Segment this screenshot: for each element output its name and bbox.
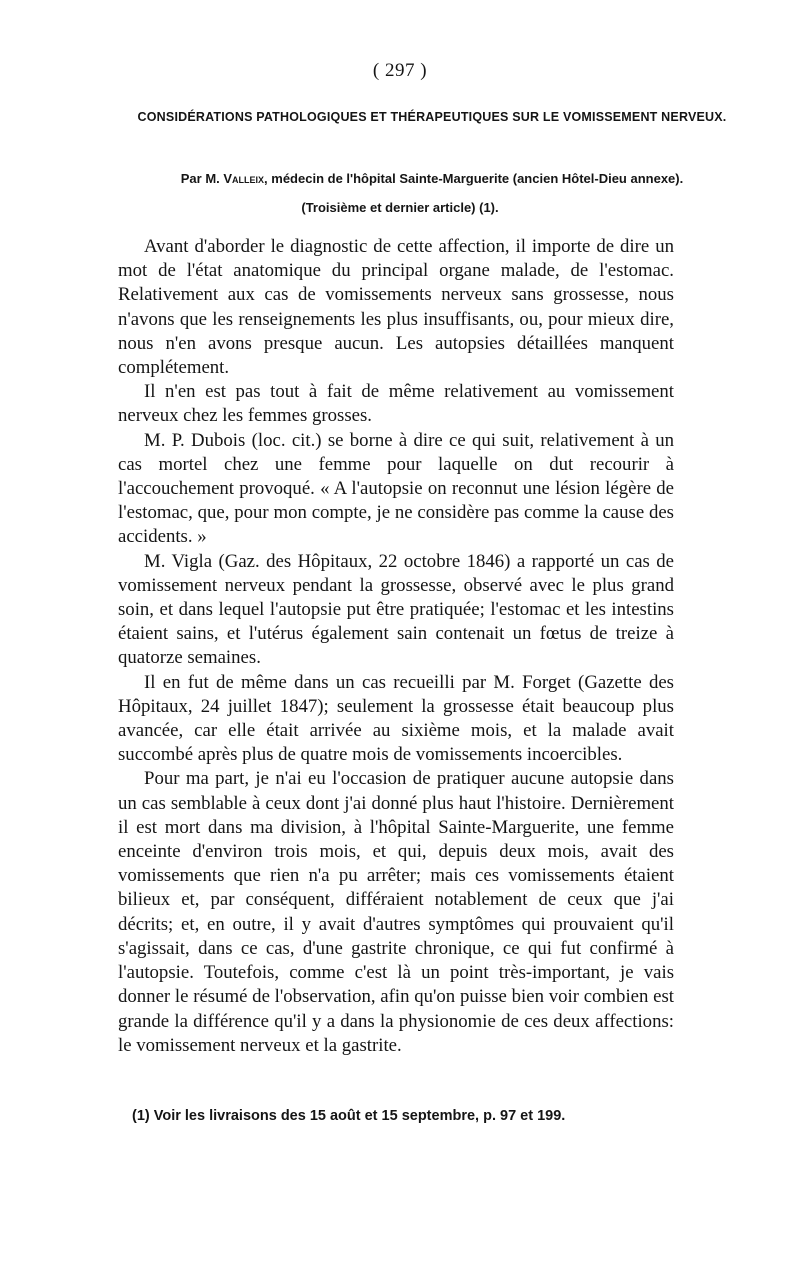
footnote: (1) Voir les livraisons des 15 août et 15 septembre, p. 97 et 199. — [132, 1108, 566, 1124]
article-subtitle: (Troisième et dernier article) (1). — [301, 200, 499, 215]
page-number: ( 297 ) — [372, 60, 428, 81]
paragraph-2: Il n'en est pas tout à fait de même relativement au vomissement nerveux chez les femmes grosses. — [118, 381, 674, 427]
paragraph-3: M. P. Dubois (loc. cit.) se borne à dire ce qui suit, relativement à un cas mortel chez une femme pour laquelle on dut recourir à l'accouchement provoqué. « A l'autopsie on reconnut une lésion légère de l'estomac, que, pour mon compte, je ne considère pas comme la cause des accidents. » — [118, 429, 674, 548]
paragraph-4: M. Vigla (Gaz. des Hôpitaux, 22 octobre 1846) a rapporté un cas de vomissement nerveux pendant la grossesse, observé avec le plus grand soin, et dans lequel l'autopsie put être pratiquée; l'estomac et les intestins étaient sains, et l'utérus également sain contenait un fœtus de treize à quatorze semaines. — [118, 550, 674, 669]
byline — [118, 170, 746, 188]
byline-prefix: Par M. — [180, 171, 224, 186]
paragraph-1: Avant d'aborder le diagnostic de cette affection, il importe de dire un mot de l'état anatomique du principal organe malade, de l'estomac. Relativement aux cas de vomissements nerveux sans grossesse, nous n'avons que les renseignements les plus insuffisants, ou, pour mieux dire, nous n'en avons presque aucun. Les autopsies détaillées manquent complétement. — [118, 236, 674, 379]
paragraph-5: Il en fut de même dans un cas recueilli par M. Forget (Gazette des Hôpitaux, 24 juillet 1847); seulement la grossesse était beaucoup plus avancée, car elle était arrivée au sixième mois, et la malade avait succombé après plus de quatre mois de vomissements incoercibles. — [118, 671, 674, 766]
article-title: CONSIDÉRATIONS PATHOLOGIQUES ET THÉRAPEUTIQUES SUR LE VOMISSEMENT NERVEUX. — [137, 110, 727, 124]
paragraph-6: Pour ma part, je n'ai eu l'occasion de pratiquer aucune autopsie dans un cas semblable à ceux dont j'ai donné plus haut l'histoire. Dernièrement il est mort dans ma division, à l'hôpital Sainte-Marguerite, une femme enceinte d'environ trois mois, et qui, depuis deux mois, avait des vomissements que rien n'a pu arrêter; mais ces vomissements étaient bilieux et, par conséquent, différaient notablement de ceux que j'ai décrits; et, en outre, il y avait d'autres symptômes qui prouvaient qu'il s'agissait, dans ce cas, d'une gastrite chronique, ce qui fut confirmé à l'autopsie. Toutefois, comme c'est là un point très-important, je vais donner le résumé de l'observation, afin qu'on puisse bien voir combien est grande la différence qu'il y a dans la physionomie de ces deux affections: le vomissement nerveux et la gastrite. — [118, 768, 674, 1056]
article-body — [118, 235, 674, 1058]
byline-author: Valleix — [223, 171, 265, 186]
byline-suffix: , médecin de l'hôpital Sainte-Marguerite (ancien Hôtel-Dieu annexe). — [264, 171, 684, 186]
